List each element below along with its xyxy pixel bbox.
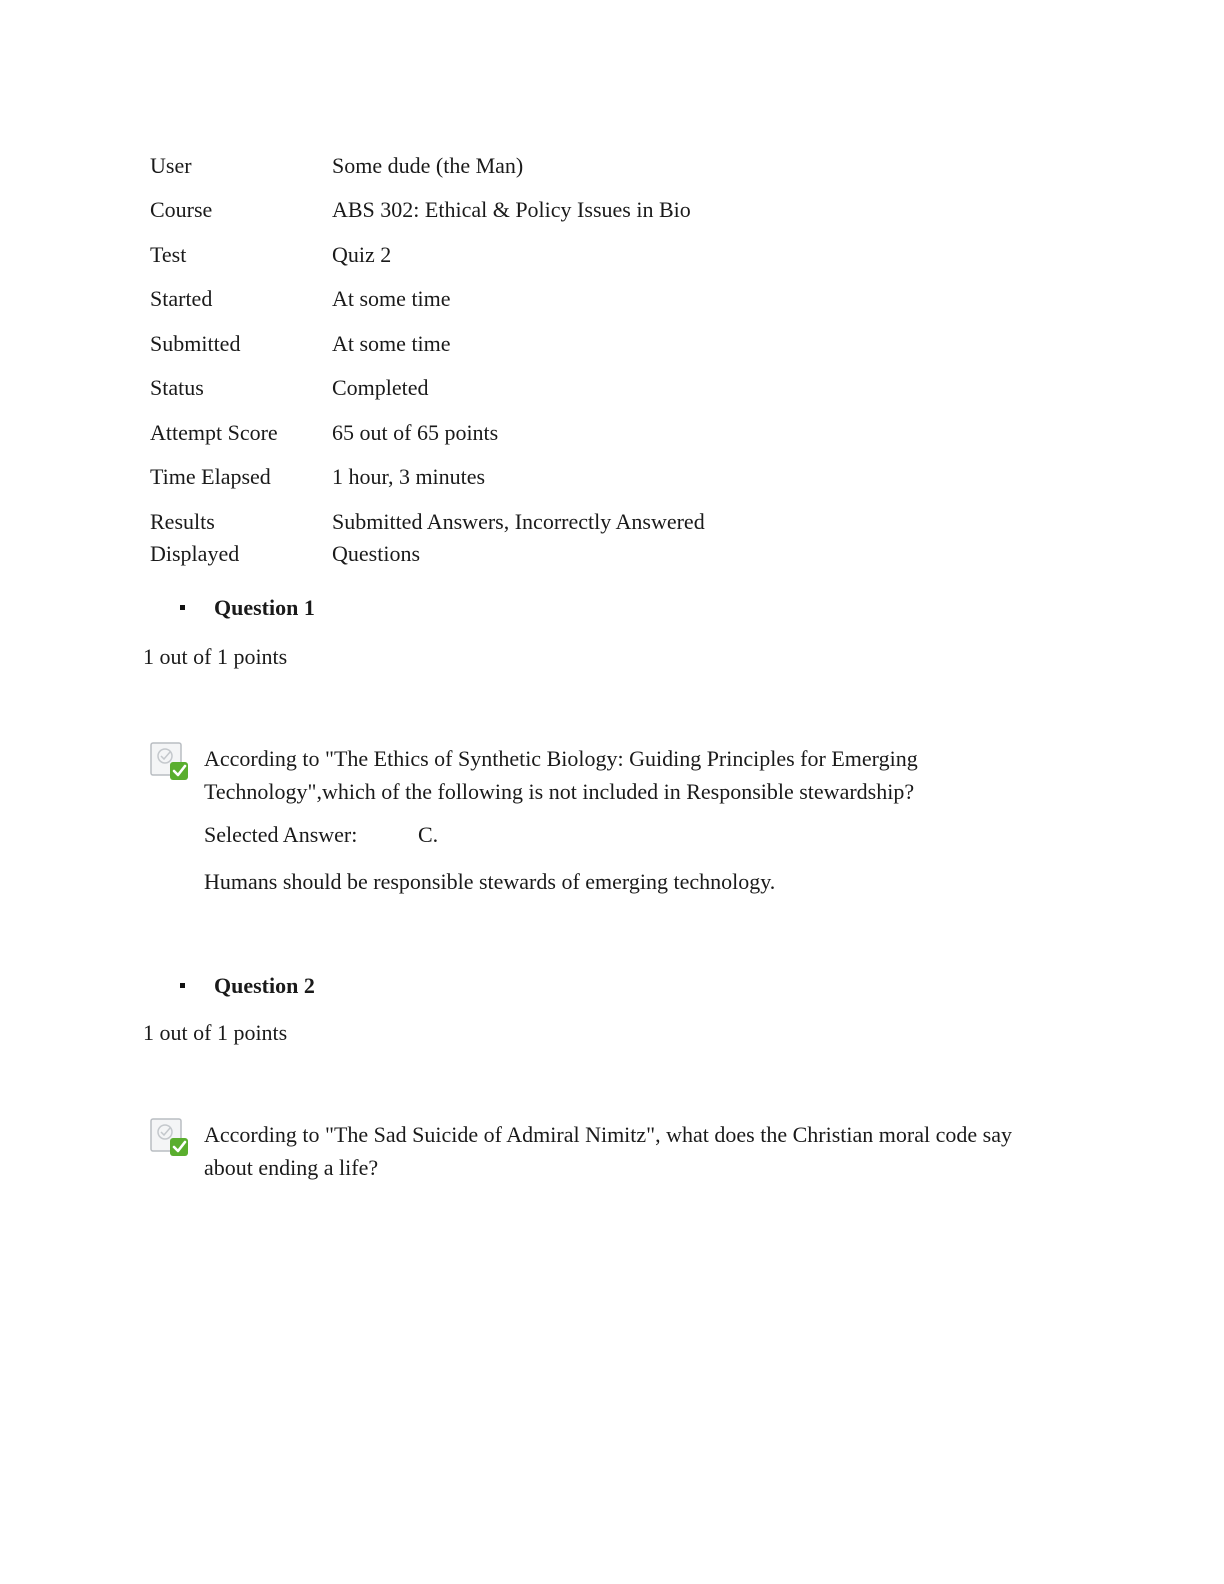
info-label: User [150,153,192,178]
info-value: Completed [332,375,429,400]
correct-check-icon [150,742,190,782]
info-label: Started [150,286,213,311]
question-text: According to "The Ethics of Synthetic Biology: Guiding Principles for Emerging Technology",which of the following is not included in Responsible stewardship? [204,746,918,804]
info-label: Status [150,375,204,400]
bullet [180,983,185,988]
info-label: Results Displayed [150,509,240,566]
question-points: 1 out of 1 points [143,1020,288,1045]
info-value: At some time [332,331,451,356]
question-title: Question 2 [214,973,315,998]
question-points: 1 out of 1 points [143,644,288,669]
info-value: At some time [332,286,451,311]
info-label: Submitted [150,331,241,356]
info-value: Submitted Answers, Incorrectly Answered Questions [332,509,705,566]
bullet [180,605,185,610]
info-value: 65 out of 65 points [332,420,499,445]
selected-answer-letter: C. [418,822,439,847]
correct-check-icon [150,1118,190,1158]
info-value: ABS 302: Ethical & Policy Issues in Bio [332,197,691,222]
info-label: Time Elapsed [150,464,271,489]
info-label: Test [150,242,187,267]
info-value: 1 hour, 3 minutes [332,464,486,489]
question-title: Question 1 [214,595,315,620]
selected-answer-label: Selected Answer: [204,822,358,847]
question-text: According to "The Sad Suicide of Admiral Nimitz", what does the Christian moral code say about ending a life? [204,1122,1012,1180]
info-value: Some dude (the Man) [332,153,524,178]
info-label: Course [150,197,213,222]
info-label: Attempt Score [150,420,278,445]
info-value: Quiz 2 [332,242,392,267]
selected-answer-text: Humans should be responsible stewards of emerging technology. [204,869,776,894]
